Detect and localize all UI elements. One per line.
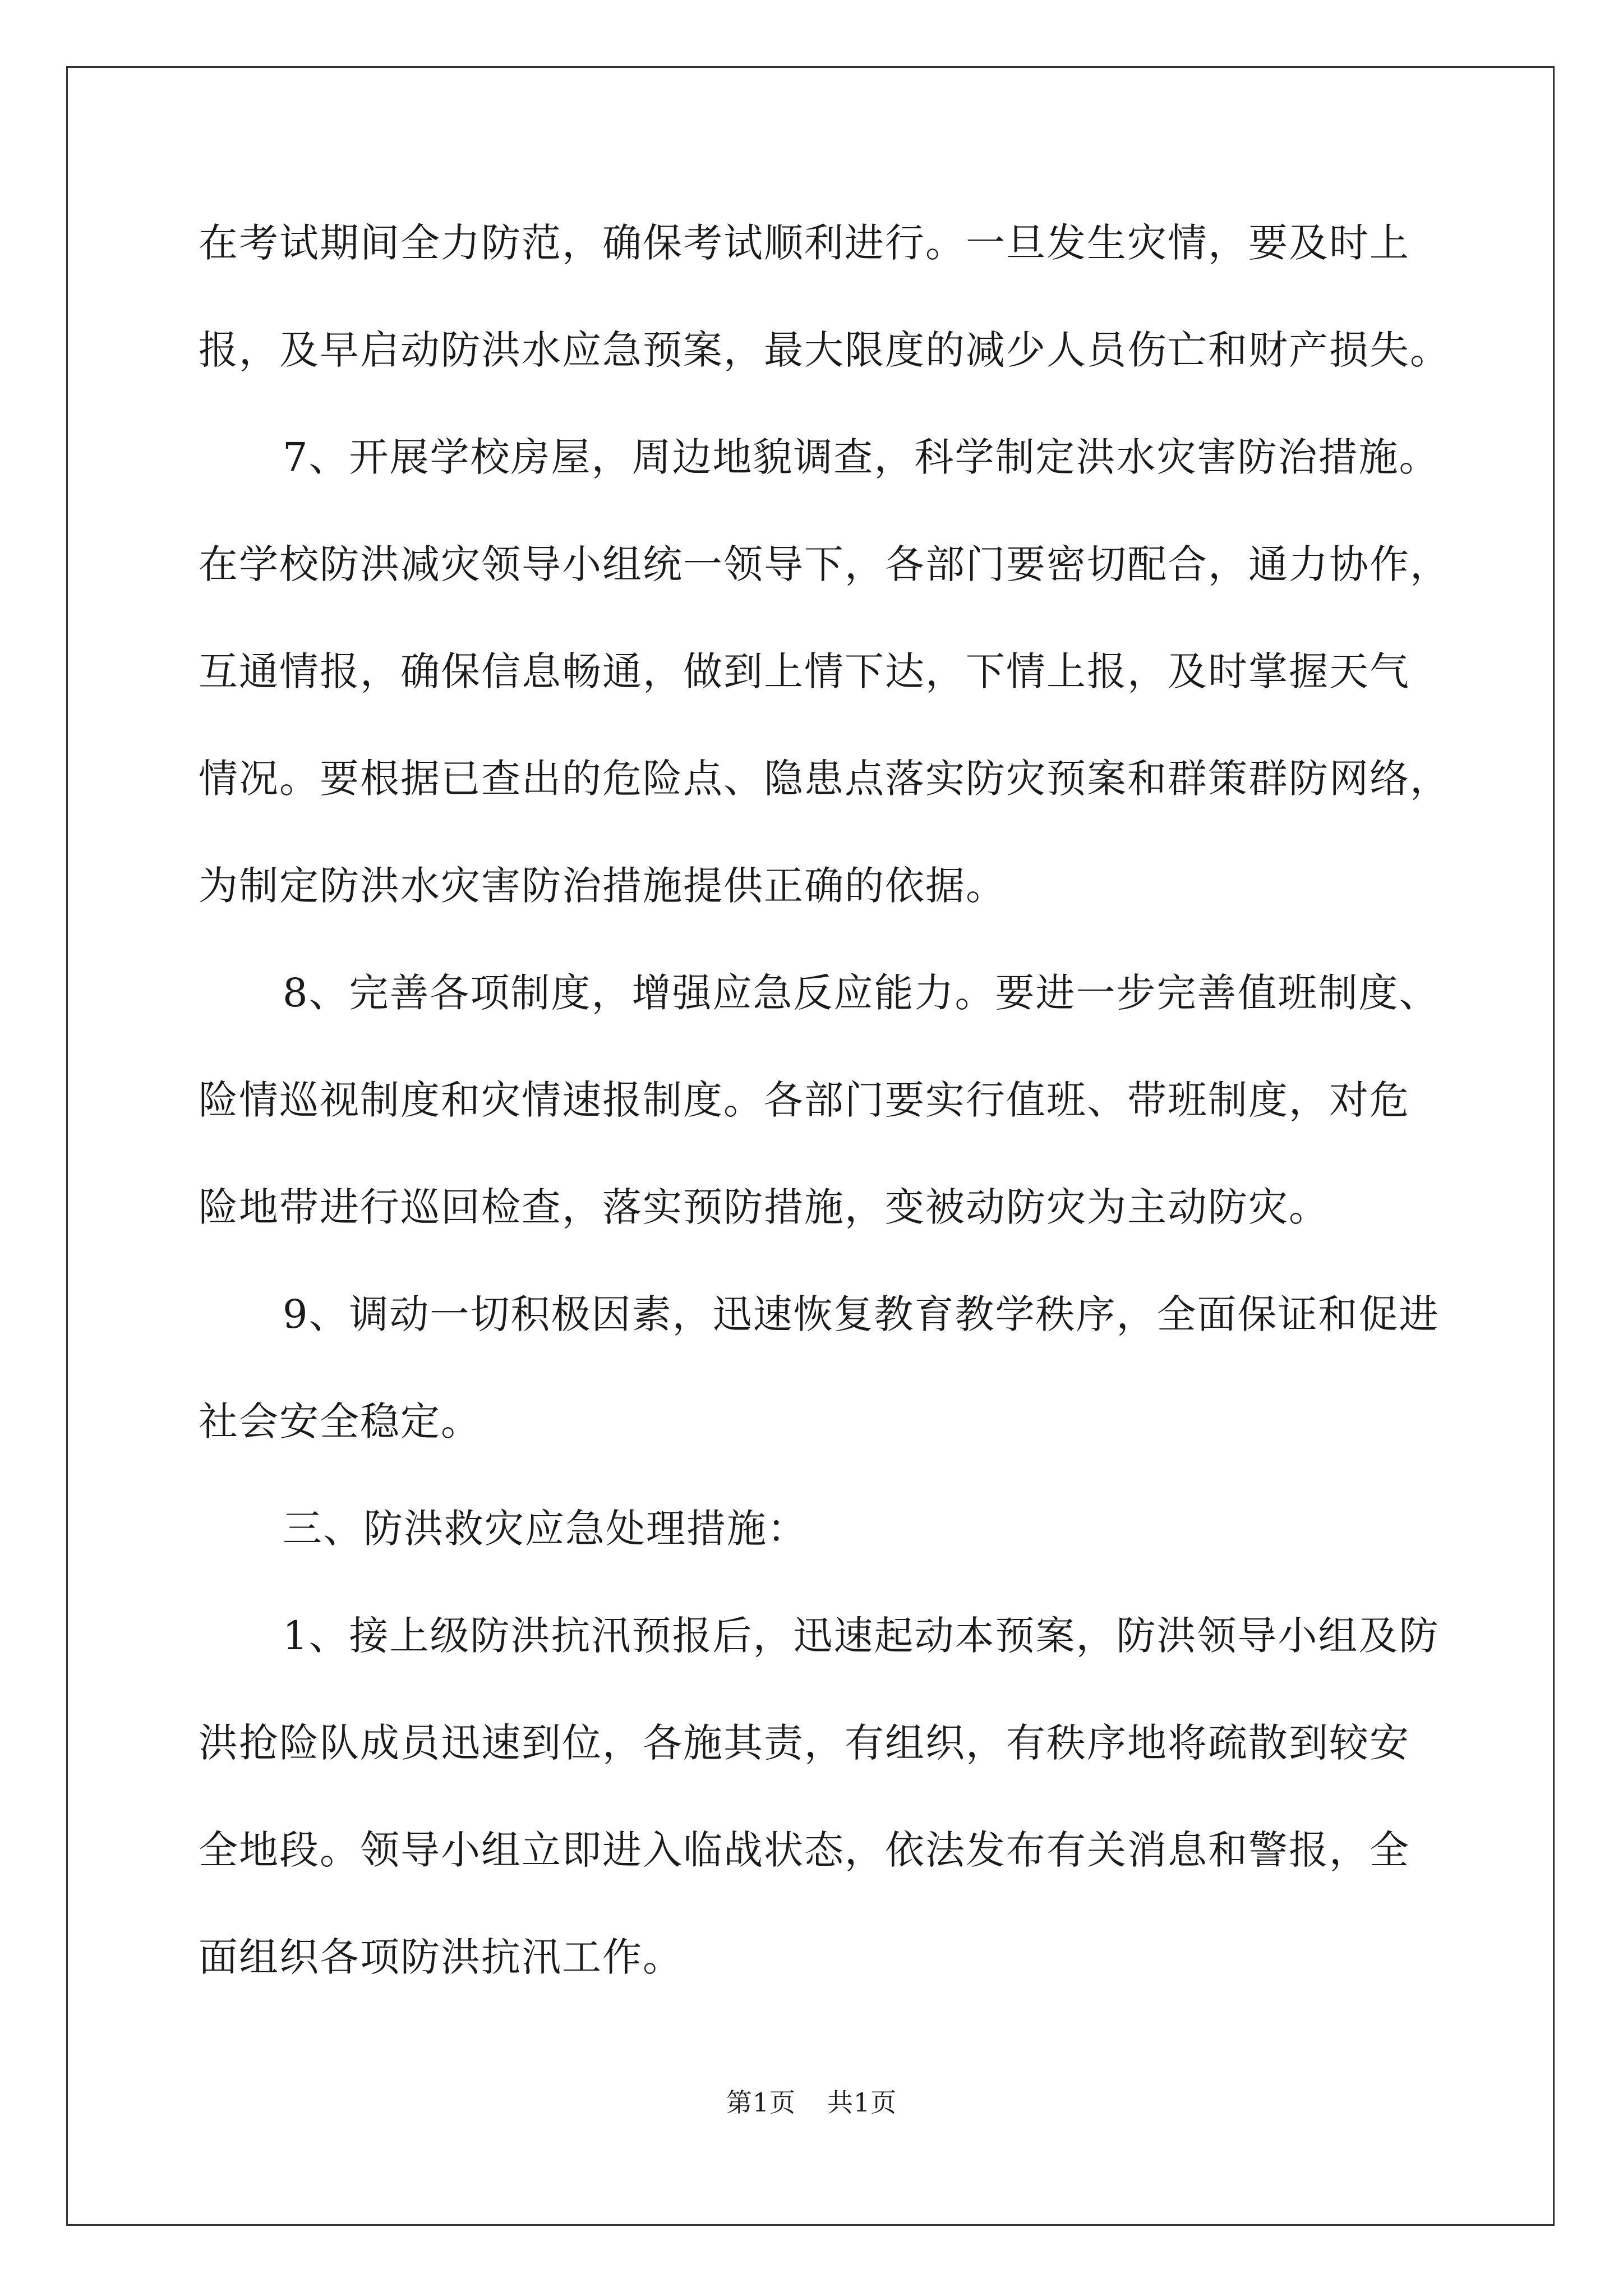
text-line: 险情巡视制度和灾情速报制度。各部门要实行值班、带班制度，对危 xyxy=(199,1077,1410,1123)
text-line: 险地带进行巡回检查，落实预防措施，变被动防灾为主动防灾。 xyxy=(199,1184,1329,1230)
document-body xyxy=(199,216,1450,1984)
text-line: 在学校防洪减灾领导小组统一领导下，各部门要密切配合，通力协作， xyxy=(199,541,1450,587)
text-line: 报，及早启动防洪水应急预案，最大限度的减少人员伤亡和财产损失。 xyxy=(199,327,1450,373)
text-line: 面组织各项防洪抗汛工作。 xyxy=(199,1934,683,1980)
text-line: 9、调动一切积极因素，迅速恢复教育教学秩序，全面保证和促进 xyxy=(283,1291,1440,1337)
text-line: 1、接上级防洪抗汛预报后，迅速起动本预案，防洪领导小组及防 xyxy=(283,1613,1440,1659)
text-line: 在考试期间全力防范，确保考试顺利进行。一旦发生灾情，要及时上 xyxy=(199,220,1410,266)
text-line: 8、完善各项制度，增强应急反应能力。要进一步完善值班制度、 xyxy=(283,970,1440,1016)
text-line: 全地段。领导小组立即进入临战状态，依法发布有关消息和警报，全 xyxy=(199,1827,1410,1873)
text-line: 为制定防洪水灾害防治措施提供正确的依据。 xyxy=(199,863,1006,909)
page-total: 共1页 xyxy=(827,2087,897,2118)
page-number: 第1页 xyxy=(726,2087,796,2118)
text-line: 社会安全稳定。 xyxy=(199,1398,481,1444)
section-heading: 三、防洪救灾应急处理措施： xyxy=(283,1506,808,1552)
text-line: 互通情报，确保信息畅通，做到上情下达，下情上报，及时掌握天气 xyxy=(199,648,1410,694)
text-line: 洪抢险队成员迅速到位，各施其责，有组织，有秩序地将疏散到较安 xyxy=(199,1720,1410,1766)
page-footer xyxy=(0,2086,1623,2119)
text-line: 7、开展学校房屋，周边地貌调查，科学制定洪水灾害防治措施。 xyxy=(283,434,1440,480)
text-line: 情况。要根据已查出的危险点、隐患点落实防灾预案和群策群防网络， xyxy=(199,756,1450,802)
